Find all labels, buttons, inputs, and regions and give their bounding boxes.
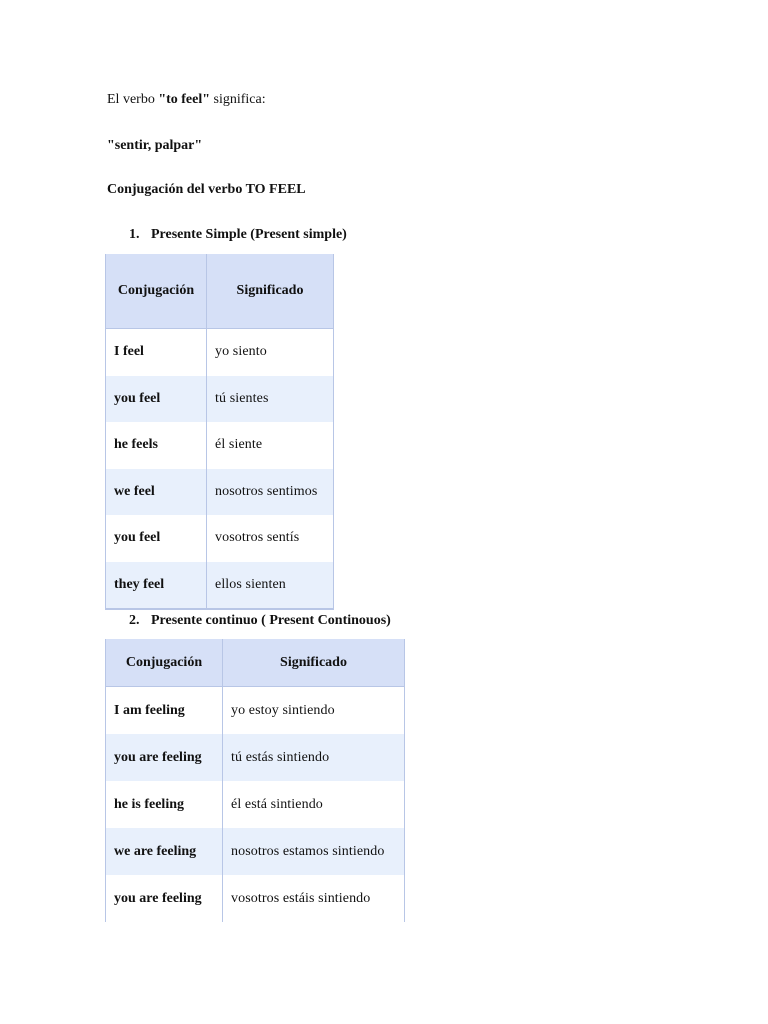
header-significado: Significado xyxy=(207,254,334,329)
meaning-cell: él está sintiendo xyxy=(223,781,405,828)
intro-prefix: El verbo xyxy=(107,92,159,107)
table-row xyxy=(106,875,405,922)
header-significado: Significado xyxy=(223,639,405,687)
list-number: 2. xyxy=(129,613,140,628)
intro-suffix: significa: xyxy=(210,92,266,107)
list-item-present-continuous xyxy=(129,613,391,629)
table-row xyxy=(106,422,334,469)
meaning-cell: tú estás sintiendo xyxy=(223,734,405,781)
conjugation-cell: they feel xyxy=(106,562,207,610)
meaning-line: "sentir, palpar" xyxy=(107,138,203,153)
intro-line xyxy=(107,92,266,108)
conjugation-cell: he feels xyxy=(106,422,207,469)
intro-verb: "to feel" xyxy=(158,92,211,107)
header-conjugacion: Conjugación xyxy=(106,254,207,329)
conjugation-cell: you are feeling xyxy=(106,875,223,922)
conjugation-cell: you feel xyxy=(106,515,207,562)
list-number: 1. xyxy=(129,227,140,242)
table-row xyxy=(106,687,405,735)
conjugation-cell: we feel xyxy=(106,469,207,516)
conjugation-cell: you feel xyxy=(106,376,207,423)
meaning-cell: yo estoy sintiendo xyxy=(223,687,405,735)
section-title: Conjugación del verbo TO FEEL xyxy=(107,182,306,197)
conjugation-cell: I am feeling xyxy=(106,687,223,735)
meaning-cell: vosotros sentís xyxy=(207,515,334,562)
table-header-row xyxy=(106,639,405,687)
meaning-cell: nosotros sentimos xyxy=(207,469,334,516)
table-header-row xyxy=(106,254,334,329)
meaning-cell: nosotros estamos sintiendo xyxy=(223,828,405,875)
table-row xyxy=(106,376,334,423)
meaning-cell: él siente xyxy=(207,422,334,469)
header-conjugacion: Conjugación xyxy=(106,639,223,687)
list-title: Presente continuo ( Present Continouos) xyxy=(151,613,391,628)
table-row xyxy=(106,781,405,828)
meaning-cell: yo siento xyxy=(207,329,334,376)
conjugation-cell: he is feeling xyxy=(106,781,223,828)
conjugation-cell: we are feeling xyxy=(106,828,223,875)
meaning-cell: ellos sienten xyxy=(207,562,334,610)
table-row xyxy=(106,469,334,516)
table-row xyxy=(106,828,405,875)
meaning-cell: tú sientes xyxy=(207,376,334,423)
table-row xyxy=(106,562,334,610)
present-continuous-table xyxy=(105,639,405,922)
list-title: Presente Simple (Present simple) xyxy=(151,227,347,242)
meaning-cell: vosotros estáis sintiendo xyxy=(223,875,405,922)
conjugation-cell: I feel xyxy=(106,329,207,376)
table-row xyxy=(106,515,334,562)
table-row xyxy=(106,329,334,376)
conjugation-cell: you are feeling xyxy=(106,734,223,781)
list-item-present-simple xyxy=(129,227,347,243)
present-simple-table xyxy=(105,254,334,610)
table-row xyxy=(106,734,405,781)
